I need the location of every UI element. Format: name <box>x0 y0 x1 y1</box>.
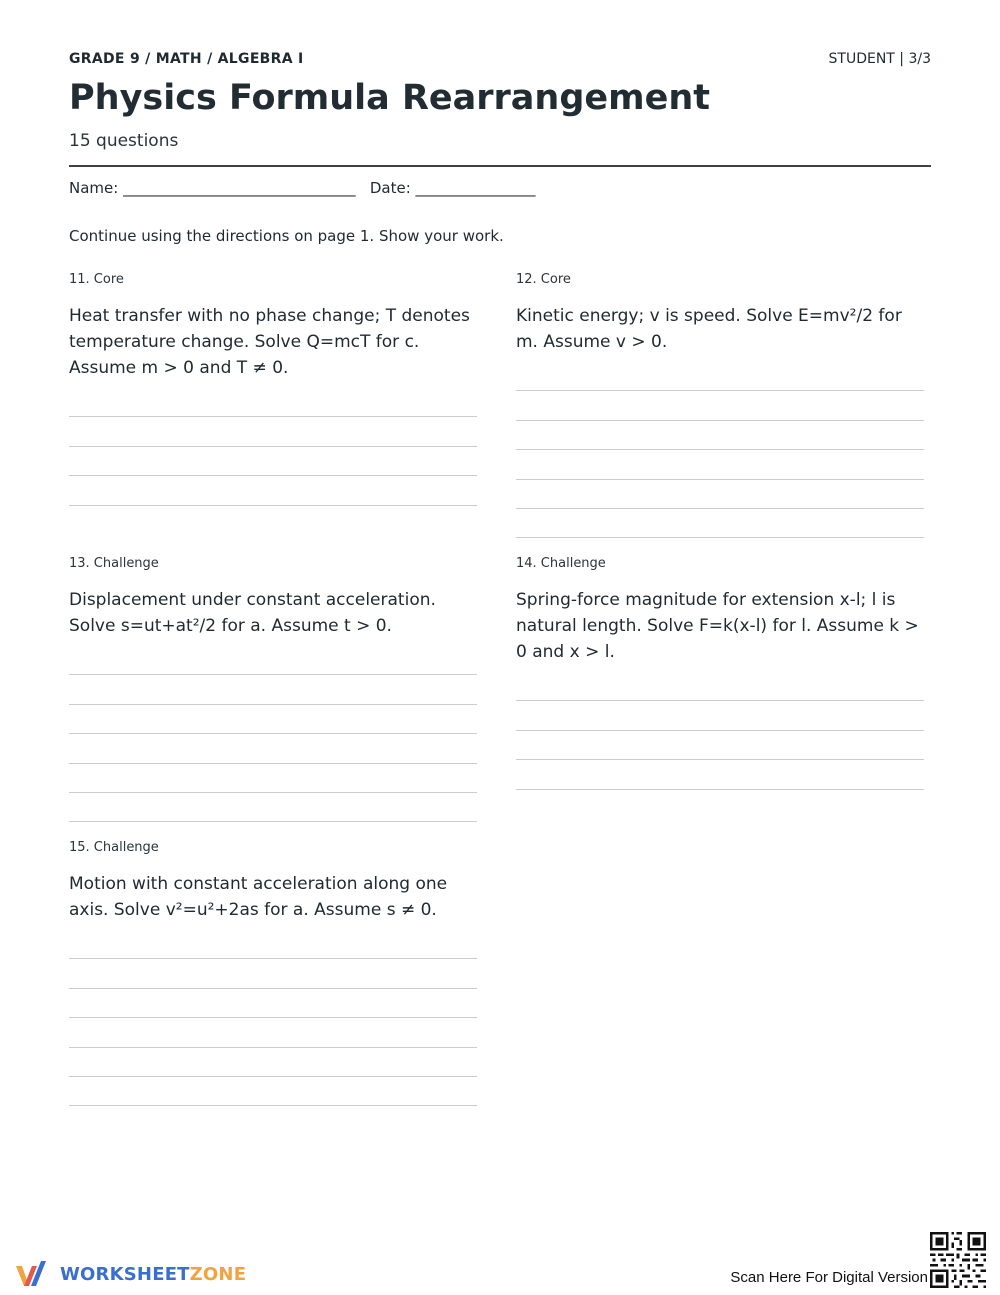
answer-line <box>69 989 477 1018</box>
question-label: 11. Core <box>69 272 124 287</box>
answer-line <box>69 447 477 476</box>
header-divider <box>69 165 931 167</box>
answer-line <box>516 760 924 789</box>
answer-line <box>516 421 924 450</box>
answer-lines <box>516 672 924 790</box>
page-indicator: STUDENT | 3/3 <box>828 51 931 67</box>
answer-lines <box>69 930 477 1106</box>
answer-line <box>516 731 924 760</box>
question-label: 14. Challenge <box>516 556 606 571</box>
answer-line <box>69 764 477 793</box>
question-text: Motion with constant acceleration along one axis. Solve v²=u²+2as for a. Assume s ≠ 0. <box>69 874 448 920</box>
answer-line <box>516 362 924 391</box>
answer-line <box>69 1077 477 1106</box>
question-12 <box>516 272 924 538</box>
logo-mark-icon <box>14 1258 54 1290</box>
question-text: Spring-force magnitude for extension x-l; l is natural length. Solve F=k(x-l) for l. Assume k > 0 and x > l. <box>516 590 919 662</box>
logo-word-zone: ZONE <box>189 1263 247 1285</box>
name-date-fields: Name: _______________________________ Date: ________________ <box>69 179 536 197</box>
answer-line <box>69 734 477 763</box>
answer-line <box>69 646 477 675</box>
question-text: Displacement under constant acceleration. Solve s=ut+at²/2 for a. Assume t > 0. <box>69 590 436 636</box>
answer-lines <box>69 646 477 822</box>
qr-code-icon[interactable] <box>930 1232 986 1288</box>
worksheet-page <box>69 0 931 1295</box>
question-11 <box>69 272 477 506</box>
answer-line <box>69 476 477 505</box>
question-count: 15 questions <box>69 131 179 151</box>
answer-lines <box>516 362 924 538</box>
scan-caption: Scan Here For Digital Version <box>730 1269 928 1286</box>
answer-line <box>69 417 477 446</box>
question-13 <box>69 556 477 822</box>
instructions: Continue using the directions on page 1. Show your work. <box>69 227 504 245</box>
question-label: 15. Challenge <box>69 840 159 855</box>
answer-line <box>516 391 924 420</box>
answer-line <box>516 509 924 538</box>
question-15 <box>69 840 477 1106</box>
answer-lines <box>69 388 477 506</box>
answer-line <box>69 1048 477 1077</box>
question-text: Kinetic energy; v is speed. Solve E=mv²/2 for m. Assume v > 0. <box>516 306 902 352</box>
answer-line <box>69 705 477 734</box>
answer-line <box>69 959 477 988</box>
answer-line <box>69 1018 477 1047</box>
worksheetzone-logo[interactable] <box>14 1258 246 1290</box>
answer-line <box>516 672 924 701</box>
answer-line <box>69 675 477 704</box>
logo-word-worksheet: WORKSHEET <box>60 1263 190 1285</box>
header-meta <box>69 51 931 69</box>
question-label: 13. Challenge <box>69 556 159 571</box>
question-label: 12. Core <box>516 272 571 287</box>
question-14 <box>516 556 924 790</box>
page-title: Physics Formula Rearrangement <box>69 78 710 118</box>
grade-subject: GRADE 9 / MATH / ALGEBRA I <box>69 51 304 67</box>
answer-line <box>69 793 477 822</box>
answer-line <box>516 480 924 509</box>
answer-line <box>69 930 477 959</box>
question-text: Heat transfer with no phase change; T denotes temperature change. Solve Q=mcT for c. Assume m > 0 and T ≠ 0. <box>69 306 470 378</box>
answer-line <box>69 388 477 417</box>
answer-line <box>516 701 924 730</box>
logo-wordmark <box>60 1264 246 1285</box>
answer-line <box>516 450 924 479</box>
